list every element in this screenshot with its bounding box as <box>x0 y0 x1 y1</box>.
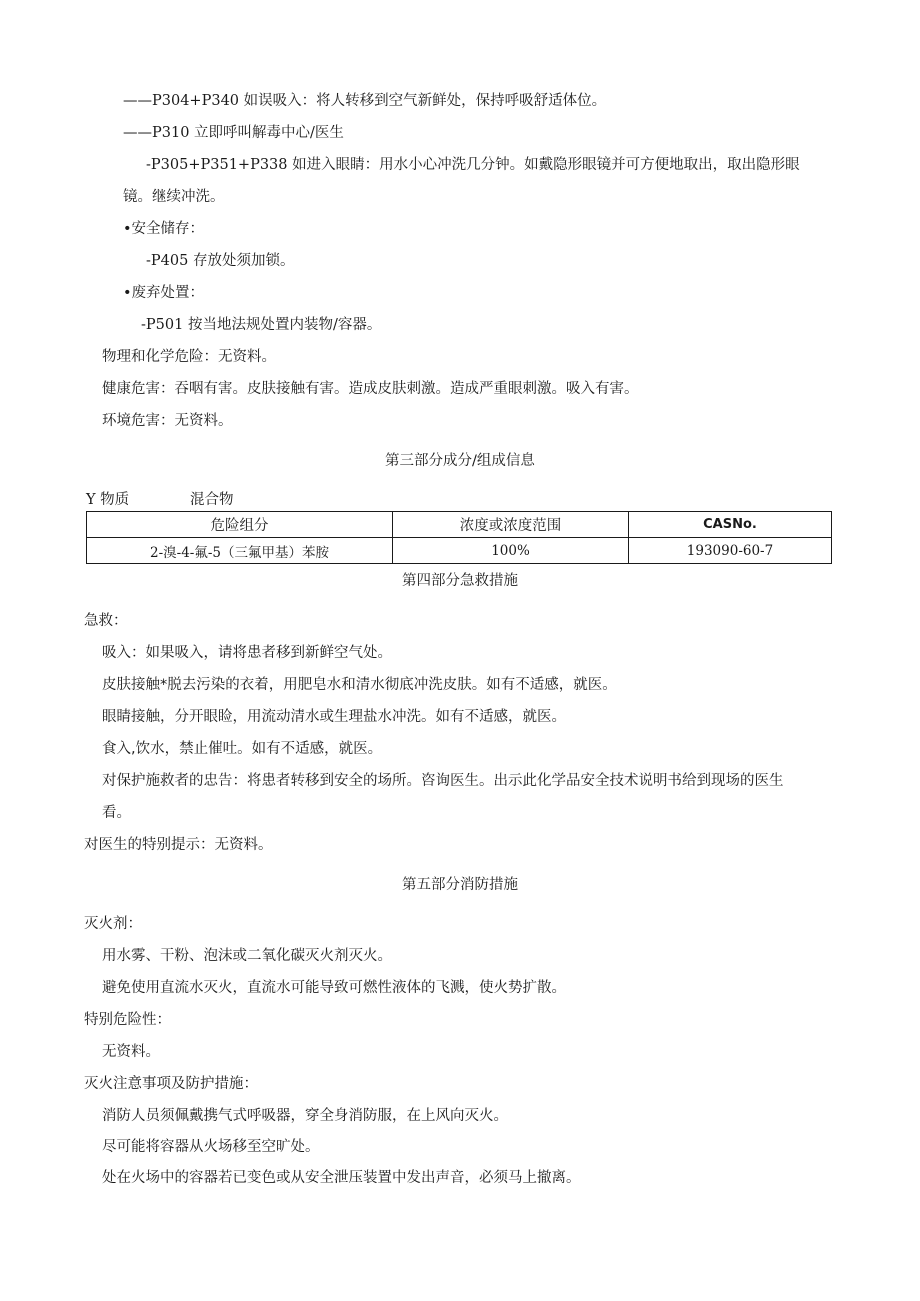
health-label: 健康 <box>102 381 131 397</box>
env-label: 环境危害： <box>102 413 175 429</box>
eye-label: 眼睛接触， <box>102 709 175 725</box>
cell-concentration: 100% <box>393 538 629 564</box>
ingestion-label: 食入, <box>102 741 136 757</box>
special-heading: 特别危险性： <box>84 1012 171 1028</box>
health-hazard <box>102 379 639 399</box>
rescuer-label: 对保护施救者的忠告： <box>102 773 247 789</box>
physchem-label: 物理和化学危险： <box>102 349 218 365</box>
header-concentration: 浓度或浓度范围 <box>393 512 629 538</box>
section3-title: 第三部分成分/组成信息 <box>385 453 535 469</box>
mixture-label: 混合物 <box>190 492 234 508</box>
section5-title: 第五部分消防措施 <box>402 877 518 893</box>
env-hazard <box>102 411 233 431</box>
p305-line-2: 镜。继续冲洗。 <box>123 189 225 205</box>
eye-value: 分开眼睑，用流动清水或生理盐水冲洗。如有不适感，就医。 <box>174 709 566 725</box>
rescuer-value: 将患者转移到安全的场所。咨询医生。出示此化学品安全技术说明书给到现场的医生 <box>247 773 784 789</box>
ingestion-value: 饮水，禁止催吐。如有不适感，就医。 <box>135 741 383 757</box>
storage-heading: •安全储存： <box>123 221 205 237</box>
physchem-value: 无资料。 <box>218 349 276 365</box>
skin-label: 皮肤接触* <box>102 677 168 693</box>
cell-component: 2-溴-4-氟-5（三氟甲基）苯胺 <box>87 538 393 564</box>
special-value: 无资料。 <box>102 1044 160 1060</box>
inhalation-line <box>102 643 392 663</box>
p304-line: ——P304+P340 如误吸入：将人转移到空气新鲜处，保持呼吸舒适体位。 <box>123 93 607 109</box>
skin-value: 脱去污染的衣着，用肥皂水和清水彻底冲洗皮肤。如有不适感，就医。 <box>167 677 617 693</box>
notes-line-3: 处在火场中的容器若已变色或从安全泄压装置中发出声音，必须马上撤离。 <box>102 1170 581 1186</box>
agent-line-2: 避免使用直流水灭火，直流水可能导致可燃性液体的飞溅，使火势扩散。 <box>102 980 566 996</box>
notes-heading: 灭火注意事项及防护措施： <box>84 1076 258 1092</box>
doctor-value: 无资料。 <box>214 837 273 853</box>
table-row <box>87 538 832 564</box>
rescuer-line-2: 看。 <box>102 805 131 821</box>
agent-heading: 灭火剂： <box>84 916 142 932</box>
section4-title: 第四部分急救措施 <box>402 573 518 589</box>
inhalation-value: 如果吸入，请将患者移到新鲜空气处。 <box>145 645 392 661</box>
notes-line-2: 尽可能将容器从火场移至空旷处。 <box>102 1139 320 1155</box>
p305-line-1: -P305+P351+P338 如进入眼睛：用水小心冲洗几分钟。如戴隐形眼镜并可方便地取出，取出隐形眼 <box>146 157 800 173</box>
eye-line <box>102 707 566 727</box>
table-header-row <box>87 512 832 538</box>
p501-line: -P501 按当地法规处置内装物/容器。 <box>141 317 382 333</box>
cell-cas: 193090-60-7 <box>629 538 832 564</box>
header-cas: CASNo. <box>629 512 832 538</box>
header-component: 危险组分 <box>87 512 393 538</box>
composition-table <box>86 511 832 564</box>
ingestion-line <box>102 739 382 759</box>
health-value: 危害：吞咽有害。皮肤接触有害。造成皮肤刺激。造成严重眼刺激。吸入有害。 <box>131 381 639 397</box>
doctor-line <box>84 835 273 855</box>
disposal-heading: •废弃处置： <box>123 285 205 301</box>
env-value: 无资料。 <box>174 413 233 429</box>
rescuer-line <box>102 771 784 791</box>
skin-line <box>102 675 617 695</box>
inhalation-label: 吸入： <box>102 645 146 661</box>
notes-line-1: 消防人员须佩戴携气式呼吸器，穿全身消防服，在上风向灭火。 <box>102 1108 508 1124</box>
agent-line-1: 用水雾、干粉、泡沫或二氧化碳灭火剂灭火。 <box>102 948 392 964</box>
first-aid-heading: 急救： <box>84 613 128 629</box>
physchem-hazard <box>102 347 276 367</box>
p405-line: -P405 存放处须加锁。 <box>146 253 295 269</box>
substance-label: Y 物质 <box>86 492 130 508</box>
p310-line: ——P310 立即呼叫解毒中心/医生 <box>123 125 344 141</box>
doctor-label: 对医生的特别提示： <box>84 837 215 853</box>
